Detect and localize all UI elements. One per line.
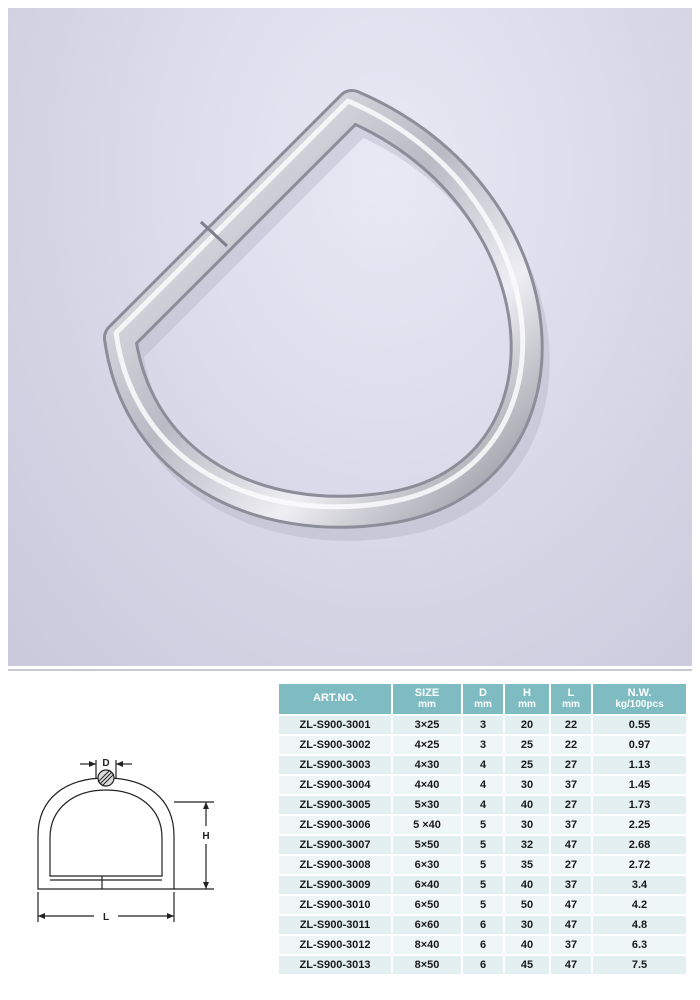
size-cell: 5×30 <box>393 796 461 814</box>
d-cell: 4 <box>463 796 503 814</box>
table-header-row <box>279 684 686 714</box>
l-cell: 22 <box>551 716 591 734</box>
h-cell: 45 <box>505 956 549 974</box>
technical-drawing <box>8 676 270 992</box>
art-no-cell: ZL-S900-3004 <box>279 776 391 794</box>
h-cell: 40 <box>505 936 549 954</box>
h-cell: 32 <box>505 836 549 854</box>
art-no-cell: ZL-S900-3002 <box>279 736 391 754</box>
art-no-cell: ZL-S900-3011 <box>279 916 391 934</box>
table-row <box>279 936 686 954</box>
diagram-label-h: H <box>202 831 210 842</box>
art-no-cell: ZL-S900-3006 <box>279 816 391 834</box>
nw-cell: 7.5 <box>593 956 686 974</box>
h-cell: 30 <box>505 816 549 834</box>
d-cell: 4 <box>463 756 503 774</box>
size-cell: 4×40 <box>393 776 461 794</box>
art-no-cell: ZL-S900-3007 <box>279 836 391 854</box>
diagram-label-d: D <box>102 758 110 769</box>
header-nw: N.W. kg/100pcs <box>593 684 686 714</box>
art-no-cell: ZL-S900-3001 <box>279 716 391 734</box>
table-row <box>279 816 686 834</box>
nw-cell: 1.13 <box>593 756 686 774</box>
d-cell: 3 <box>463 716 503 734</box>
h-cell: 25 <box>505 736 549 754</box>
l-cell: 47 <box>551 956 591 974</box>
art-no-cell: ZL-S900-3008 <box>279 856 391 874</box>
l-cell: 37 <box>551 876 591 894</box>
l-cell: 47 <box>551 836 591 854</box>
nw-cell: 2.25 <box>593 816 686 834</box>
table-row <box>279 756 686 774</box>
header-l: L mm <box>551 684 591 714</box>
d-ring-icon <box>8 8 692 666</box>
l-cell: 47 <box>551 896 591 914</box>
table-row <box>279 896 686 914</box>
size-cell: 4×25 <box>393 736 461 754</box>
nw-cell: 1.73 <box>593 796 686 814</box>
art-no-cell: ZL-S900-3013 <box>279 956 391 974</box>
l-cell: 37 <box>551 776 591 794</box>
section-divider <box>8 669 692 671</box>
nw-cell: 3.4 <box>593 876 686 894</box>
h-cell: 40 <box>505 796 549 814</box>
h-cell: 30 <box>505 916 549 934</box>
product-photo <box>8 8 692 666</box>
size-cell: 6×30 <box>393 856 461 874</box>
art-no-cell: ZL-S900-3003 <box>279 756 391 774</box>
nw-cell: 4.2 <box>593 896 686 914</box>
d-cell: 4 <box>463 776 503 794</box>
size-cell: 3×25 <box>393 716 461 734</box>
d-cell: 5 <box>463 856 503 874</box>
d-cell: 5 <box>463 876 503 894</box>
table-row <box>279 736 686 754</box>
table-row <box>279 836 686 854</box>
table-row <box>279 856 686 874</box>
diagram-label-l: L <box>102 912 110 923</box>
h-cell: 30 <box>505 776 549 794</box>
nw-cell: 1.45 <box>593 776 686 794</box>
d-cell: 3 <box>463 736 503 754</box>
art-no-cell: ZL-S900-3005 <box>279 796 391 814</box>
header-art-no: ART.NO. <box>279 684 391 714</box>
header-h: H mm <box>505 684 549 714</box>
l-cell: 27 <box>551 856 591 874</box>
d-cell: 5 <box>463 836 503 854</box>
h-cell: 50 <box>505 896 549 914</box>
header-d: D mm <box>463 684 503 714</box>
nw-cell: 2.72 <box>593 856 686 874</box>
l-cell: 47 <box>551 916 591 934</box>
l-cell: 37 <box>551 936 591 954</box>
nw-cell: 0.55 <box>593 716 686 734</box>
nw-cell: 6.3 <box>593 936 686 954</box>
table-row <box>279 916 686 934</box>
table-row <box>279 796 686 814</box>
nw-cell: 0.97 <box>593 736 686 754</box>
h-cell: 35 <box>505 856 549 874</box>
nw-cell: 4.8 <box>593 916 686 934</box>
l-cell: 27 <box>551 796 591 814</box>
size-cell: 8×40 <box>393 936 461 954</box>
l-cell: 22 <box>551 736 591 754</box>
h-cell: 20 <box>505 716 549 734</box>
d-cell: 5 <box>463 816 503 834</box>
art-no-cell: ZL-S900-3009 <box>279 876 391 894</box>
table-row <box>279 776 686 794</box>
table-row <box>279 956 686 974</box>
h-cell: 40 <box>505 876 549 894</box>
size-cell: 6×40 <box>393 876 461 894</box>
table-row <box>279 876 686 894</box>
spec-table <box>277 682 688 976</box>
d-ring-diagram <box>8 676 270 992</box>
size-cell: 5×50 <box>393 836 461 854</box>
l-cell: 27 <box>551 756 591 774</box>
size-cell: 8×50 <box>393 956 461 974</box>
l-cell: 37 <box>551 816 591 834</box>
art-no-cell: ZL-S900-3012 <box>279 936 391 954</box>
header-size: SIZE mm <box>393 684 461 714</box>
art-no-cell: ZL-S900-3010 <box>279 896 391 914</box>
table-row <box>279 716 686 734</box>
d-cell: 6 <box>463 956 503 974</box>
d-cell: 5 <box>463 896 503 914</box>
d-cell: 6 <box>463 916 503 934</box>
nw-cell: 2.68 <box>593 836 686 854</box>
size-cell: 5 ×40 <box>393 816 461 834</box>
size-cell: 4×30 <box>393 756 461 774</box>
size-cell: 6×60 <box>393 916 461 934</box>
size-cell: 6×50 <box>393 896 461 914</box>
d-cell: 6 <box>463 936 503 954</box>
h-cell: 25 <box>505 756 549 774</box>
